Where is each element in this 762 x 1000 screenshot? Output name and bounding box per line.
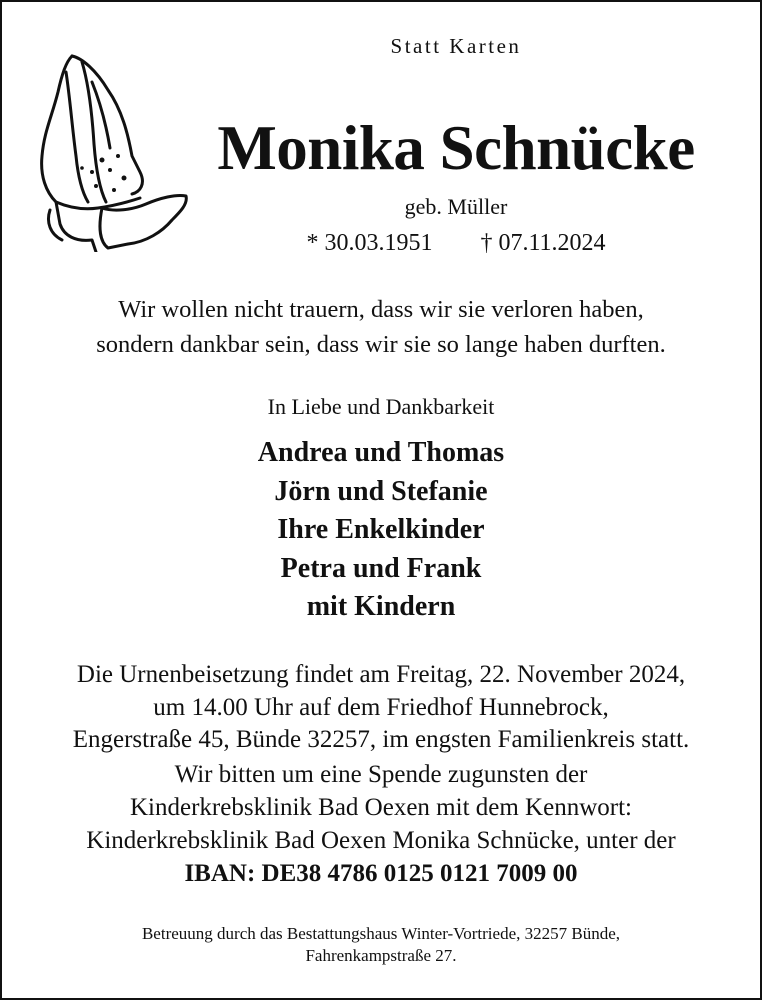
mourner: Petra und Frank: [280, 553, 482, 584]
birth-date: * 30.03.1951: [306, 230, 433, 256]
iban: IBAN: DE38 4786 0125 0121 7009 00: [184, 860, 578, 887]
death-date: † 07.11.2024: [480, 230, 606, 256]
mourners-intro: In Liebe und Dankbarkeit: [267, 394, 495, 419]
funeral-info-line: Die Urnenbeisetzung findet am Freitag, 22. November 2024,: [76, 661, 686, 688]
mourner: mit Kindern: [306, 591, 456, 622]
footer-line: Betreuung durch das Bestattungshaus Winter-Vortriede, 32257 Bünde,: [141, 924, 621, 943]
funeral-info-line: Engerstraße 45, Bünde 32257, im engsten Familienkreis statt.: [72, 726, 690, 753]
footer-line: Fahrenkampstraße 27.: [305, 946, 457, 965]
intro-text: Statt Karten: [390, 34, 522, 58]
deceased-name: Monika Schnücke: [217, 113, 695, 183]
donation-info-line: Kinderkrebsklinik Bad Oexen mit dem Kennwort:: [130, 794, 632, 821]
verse-line: Wir wollen nicht trauern, dass wir sie verloren haben,: [118, 296, 644, 323]
life-dates: [150, 230, 762, 257]
mourner: Andrea und Thomas: [257, 437, 505, 468]
verse-line: sondern dankbar sein, dass wir sie so lange haben durften.: [96, 331, 666, 358]
funeral-info-line: um 14.00 Uhr auf dem Friedhof Hunnebrock,: [153, 694, 609, 721]
maiden-name: geb. Müller: [404, 194, 508, 219]
mourner: Ihre Enkelkinder: [277, 514, 485, 545]
donation-info-line: Wir bitten um eine Spende zugunsten der: [174, 761, 588, 788]
mourner: Jörn und Stefanie: [274, 476, 488, 507]
donation-info-line: Kinderkrebsklinik Bad Oexen Monika Schnücke, unter der: [86, 827, 676, 854]
